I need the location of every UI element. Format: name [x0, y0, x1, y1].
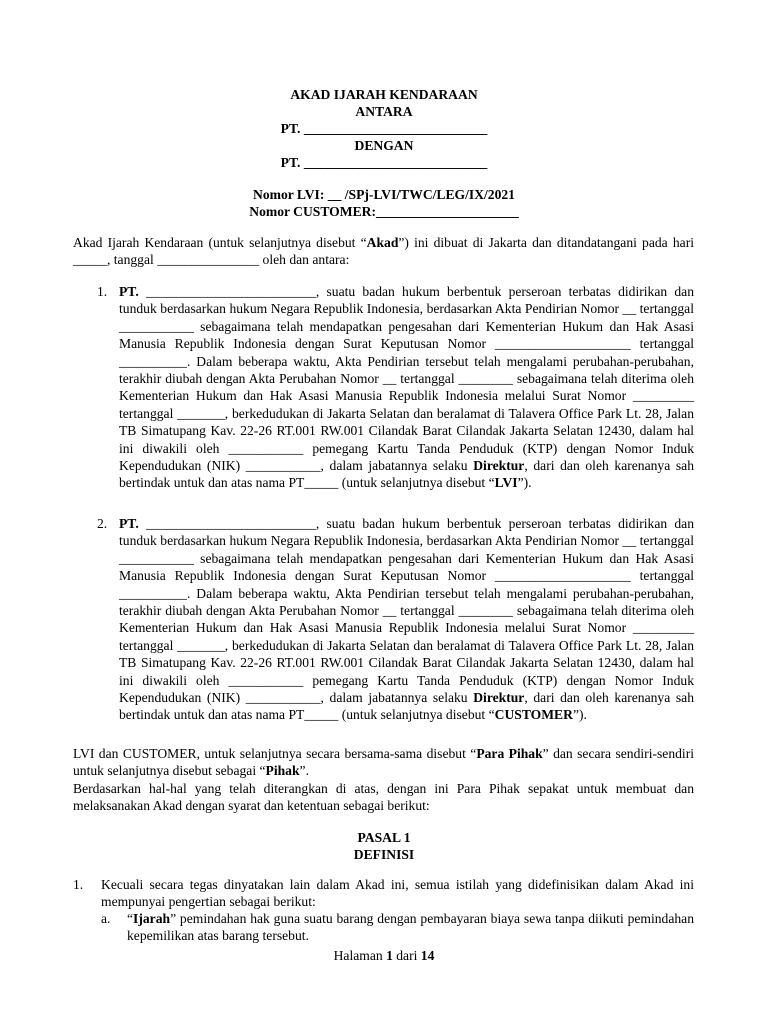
page-number: 1 — [386, 948, 393, 963]
definition-number: 1. — [73, 877, 84, 892]
nomor-lvi: Nomor LVI: __ /SPj-LVI/TWC/LEG/IX/2021 — [253, 187, 515, 202]
para-pihak-mid: ” dan secara sendiri-sendiri untuk selanjutnya disebut sebagai “ — [73, 746, 695, 779]
party1-alias: LVI — [494, 475, 518, 491]
pasal-subtitle: DEFINISI — [353, 847, 415, 862]
footer-dari: dari — [392, 948, 421, 963]
party2-number: 2. — [97, 516, 108, 531]
berdasarkan-paragraph: Berdasarkan hal-hal yang telah diterangkan di atas, dengan ini Para Pihak sepakat untuk membuat dan melaksanakan Akad dengan syarat dan ketentuan sebagai berikut: — [73, 781, 694, 814]
akad-term: Akad — [366, 235, 399, 250]
ijarah-term: Ijarah — [133, 911, 171, 926]
quote-open: “ — [127, 911, 134, 926]
dengan-label: DENGAN — [354, 138, 414, 153]
party2-paragraph — [119, 515, 694, 724]
nomor-customer: Nomor CUSTOMER:_____________________ — [249, 204, 519, 219]
party1-number: 1. — [97, 284, 108, 299]
footer-halaman: Halaman — [333, 948, 387, 963]
definition-a-letter: a. — [101, 911, 111, 926]
party1-paragraph — [119, 283, 694, 492]
para-pihak-paragraph — [73, 745, 694, 780]
party2-pt: PT. — [119, 516, 139, 531]
party2-header: PT. ___________________________ — [280, 155, 488, 170]
party1-body: _________________________, suatu badan hukum berbentuk perseroan terbatas didirikan dan tunduk berdasarkan hukum Negara Republik Indonesia, berdasarkan Akta Pendirian Nomor __ tertanggal ___________ sebagaimana telah mendapatkan pengesahan dari Kementerian Hukum dan Hak Asasi Manusia Republik Indonesia dengan Surat Keputusan Nomor ____________________ tertanggal __________. Dalam beberapa waktu, Akta Pendirian tersebut telah mengalami perubahan-perubahan, terakhir diubah dengan Akta Perubahan Nomor __ tertanggal ________ sebagaimana telah diterima oleh Kementerian Hukum dan Hak Asasi Manusia Republik Indonesia melalui Surat Nomor _________ tertanggal _______, berkedudukan di Jakarta Selatan dan beralamat di Talavera Office Park Lt. 28, Jalan TB Simatupang Kav. 22-26 RT.001 RW.001 Cilandak Barat Cilandak Jakarta Selatan 12430, dalam hal ini diwakili oleh ___________ pemegang Kartu Tanda Penduduk (KTP) dengan Nomor Induk Kependudukan (NIK) ___________, dalam jabatannya selaku — [119, 284, 694, 474]
party1-body2: , dari dan oleh karenanya sah bertindak untuk dan atas nama PT_____ (untuk selanjutnya disebut “ — [119, 458, 694, 491]
party1-end: ”). — [517, 475, 532, 491]
ijarah-definition: ” pemindahan hak guna suatu barang dengan pembayaran biaya sewa tanpa diikuti pemindahan kepemilikan atas barang tersebut. — [127, 911, 694, 944]
document-title: AKAD IJARAH KENDARAAN — [290, 87, 478, 102]
party2-body2: , dari dan oleh karenanya sah bertindak untuk dan atas nama PT_____ (untuk selanjutnya disebut “ — [119, 690, 694, 723]
total-pages: 14 — [420, 948, 435, 963]
party2-body: _________________________, suatu badan hukum berbentuk perseroan terbatas didirikan dan tunduk berdasarkan hukum Negara Republik Indonesia, berdasarkan Akta Pendirian Nomor __ tertanggal ___________ sebagaimana telah mendapatkan pengesahan dari Kementerian Hukum dan Hak Asasi Manusia Republik Indonesia dengan Surat Keputusan Nomor ____________________ tertanggal __________. Dalam beberapa waktu, Akta Pendirian tersebut telah mengalami perubahan-perubahan, terakhir diubah dengan Akta Perubahan Nomor __ tertanggal ________ sebagaimana telah diterima oleh Kementerian Hukum dan Hak Asasi Manusia Republik Indonesia melalui Surat Nomor _________ tertanggal _______, berkedudukan di Jakarta Selatan dan beralamat di Talavera Office Park Lt. 28, Jalan TB Simatupang Kav. 22-26 RT.001 RW.001 Cilandak Barat Cilandak Jakarta Selatan 12430, dalam hal ini diwakili oleh ___________ pemegang Kartu Tanda Penduduk (KTP) dengan Nomor Induk Kependudukan (NIK) ___________, dalam jabatannya selaku — [119, 516, 694, 706]
intro-paragraph — [73, 234, 694, 269]
party2-end: ”). — [572, 707, 587, 723]
para-pihak-term: Para Pihak — [476, 746, 543, 761]
definition-a-text — [127, 910, 694, 945]
party1-pt: PT. — [119, 284, 139, 299]
party2-alias: CUSTOMER — [494, 707, 573, 723]
antara-label: ANTARA — [355, 104, 413, 119]
definition-text: Kecuali secara tegas dinyatakan lain dalam Akad ini, semua istilah yang didefinisikan dalam Akad ini mempunyai pengertian sebagai berikut: — [101, 877, 694, 910]
pasal-title: PASAL 1 — [357, 830, 411, 845]
party1-header: PT. ___________________________ — [280, 121, 488, 136]
pihak-term: Pihak — [265, 763, 300, 779]
party1-role: Direktur — [473, 458, 525, 474]
intro-text-end: ”) ini dibuat di Jakarta dan ditandatangani pada hari _____, tanggal _______________ oleh dan antara: — [73, 235, 694, 268]
para-pihak-text: LVI dan CUSTOMER, untuk selanjutnya secara bersama-sama disebut “ — [73, 746, 477, 761]
para-pihak-end: ”. — [299, 763, 309, 779]
page-footer — [0, 948, 768, 964]
party2-role: Direktur — [473, 690, 525, 706]
intro-text: Akad Ijarah Kendaraan (untuk selanjutnya disebut “ — [73, 235, 367, 250]
